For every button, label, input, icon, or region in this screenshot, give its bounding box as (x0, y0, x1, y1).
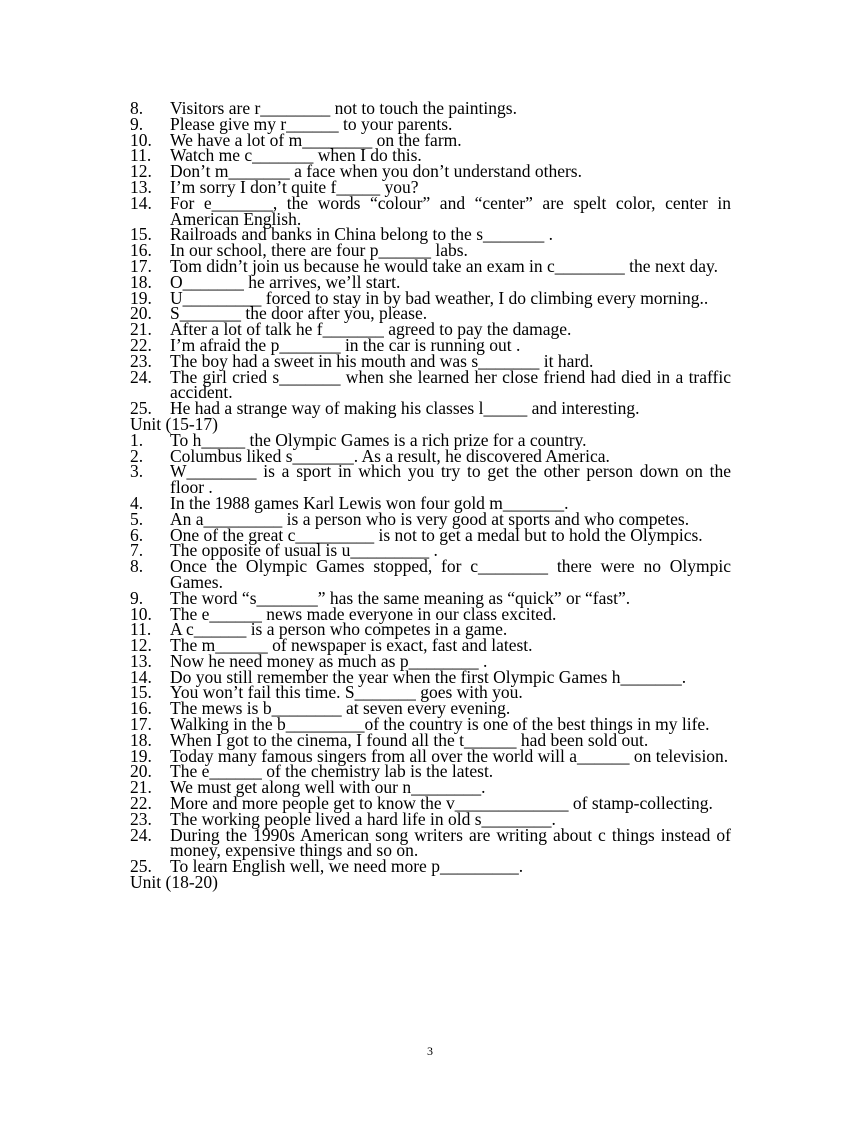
item-number: 15. (130, 682, 152, 703)
item-number: 11. (130, 619, 152, 640)
item-number: 12. (130, 161, 152, 182)
item-number: 25. (130, 856, 152, 877)
item-number: 13. (130, 176, 152, 197)
item-number: 10. (130, 129, 152, 150)
item-text: S_______ the door after you, please. (170, 303, 428, 324)
item-text: During the 1990s American song writers are writing about c things instead of money, expensive things and so on. (170, 824, 731, 861)
item-number: 24. (130, 824, 152, 845)
item-text: The e______ news made everyone in our class excited. (170, 603, 557, 624)
item-text: You won’t fail this time. S_______ goes with you. (170, 682, 523, 703)
item-number: 1. (130, 429, 144, 450)
item-text: The girl cried s_______ when she learned her close friend had died in a traffic accident. (170, 366, 731, 403)
item-text: To h_____ the Olympic Games is a rich prize for a country. (170, 429, 587, 450)
item-number: 3. (130, 461, 144, 482)
item-text: Don’t m_______ a face when you don’t understand others. (170, 161, 582, 182)
exercise-item (130, 856, 731, 877)
item-number: 9. (130, 113, 144, 134)
item-text: We must get along well with our n________. (170, 777, 486, 798)
item-number: 17. (130, 714, 152, 735)
item-number: 16. (130, 240, 152, 261)
item-number: 24. (130, 366, 152, 387)
exercise-item (130, 461, 731, 498)
item-text: In the 1988 games Karl Lewis won four gold m_______. (170, 492, 569, 513)
item-number: 22. (130, 334, 152, 355)
item-number: 23. (130, 350, 152, 371)
item-number: 6. (130, 524, 144, 545)
item-text: Today many famous singers from all over the world will a______ on television. (170, 745, 729, 766)
item-number: 5. (130, 508, 144, 529)
item-text: I’m afraid the p_______ in the car is running out . (170, 334, 521, 355)
item-text: O_______ he arrives, we’ll start. (170, 271, 401, 292)
worksheet-body (130, 98, 731, 893)
item-number: 10. (130, 603, 152, 624)
item-text: Visitors are r________ not to touch the paintings. (170, 98, 517, 118)
exercise-item (130, 556, 731, 592)
unit-heading: Unit (18-20) (130, 872, 218, 893)
item-number: 8. (130, 556, 144, 577)
item-text: Please give my r______ to your parents. (170, 113, 453, 134)
item-text: U_________ forced to stay in by bad weather, I do climbing every morning.. (170, 287, 709, 308)
item-number: 15. (130, 224, 152, 245)
item-text: Columbus liked s_______. As a result, he discovered America. (170, 445, 610, 466)
item-number: 13. (130, 650, 152, 671)
item-number: 22. (130, 793, 152, 814)
page-number: 3 (427, 1044, 433, 1058)
item-text: The m______ of newspaper is exact, fast and latest. (170, 635, 533, 656)
item-text: After a lot of talk he f_______ agreed to pay the damage. (170, 319, 572, 340)
item-text: One of the great c_________ is not to get a medal but to hold the Olympics. (170, 524, 703, 545)
item-text: W________ is a sport in which you try to get the other person down on the floor . (170, 461, 731, 498)
item-number: 18. (130, 729, 152, 750)
exercise-item (130, 398, 731, 419)
item-number: 14. (130, 666, 152, 687)
item-number: 25. (130, 398, 152, 419)
item-text: Watch me c_______ when I do this. (170, 145, 422, 166)
item-number: 18. (130, 271, 152, 292)
item-number: 19. (130, 745, 152, 766)
item-text: In our school, there are four p______ labs. (170, 240, 468, 261)
exercise-item (130, 824, 731, 861)
exercise-item (130, 192, 731, 229)
item-text: The e______ of the chemistry lab is the latest. (170, 761, 494, 782)
exercise-item (130, 366, 731, 403)
item-number: 20. (130, 761, 152, 782)
item-text: Tom didn’t join us because he would take an exam in c________ the next day. (170, 255, 718, 276)
item-number: 23. (130, 808, 152, 829)
item-text: Walking in the b_________of the country is one of the best things in my life. (170, 714, 710, 735)
item-text: Now he need money as much as p________ . (170, 650, 488, 671)
item-number: 8. (130, 98, 144, 118)
item-text: The word “s_______” has the same meaning as “quick” or “fast”. (170, 587, 631, 608)
item-text: More and more people get to know the v_____________ of stamp-collecting. (170, 793, 713, 814)
item-text: To learn English well, we need more p_________. (170, 856, 524, 877)
item-number: 14. (130, 192, 152, 213)
item-text: The working people lived a hard life in old s________. (170, 808, 556, 829)
item-text: A c______ is a person who competes in a game. (170, 619, 508, 640)
item-text: We have a lot of m________ on the farm. (170, 129, 462, 150)
item-text: Railroads and banks in China belong to the s_______ . (170, 224, 554, 245)
item-number: 20. (130, 303, 152, 324)
item-number: 9. (130, 587, 144, 608)
item-number: 2. (130, 445, 144, 466)
item-number: 21. (130, 319, 152, 340)
item-text: He had a strange way of making his classes l_____ and interesting. (170, 398, 640, 419)
item-number: 21. (130, 777, 152, 798)
item-text: For e_______, the words “colour” and “center” are spelt color, center in American English. (170, 192, 731, 229)
item-text: When I got to the cinema, I found all the t______ had been sold out. (170, 729, 649, 750)
item-number: 16. (130, 698, 152, 719)
item-text: An a_________ is a person who is very good at sports and who competes. (170, 508, 690, 529)
item-number: 12. (130, 635, 152, 656)
item-text: Once the Olympic Games stopped, for c________ there were no Olympic Games. (170, 556, 731, 592)
item-number: 4. (130, 492, 144, 513)
item-number: 17. (130, 255, 152, 276)
item-text: Do you still remember the year when the first Olympic Games h_______. (170, 666, 687, 687)
item-number: 19. (130, 287, 152, 308)
item-text: The mews is b________ at seven every evening. (170, 698, 511, 719)
item-number: 11. (130, 145, 152, 166)
item-text: The boy had a sweet in his mouth and was s_______ it hard. (170, 350, 594, 371)
item-text: I’m sorry I don’t quite f_____ you? (170, 176, 419, 197)
item-text: The opposite of usual is u_________ . (170, 540, 438, 561)
unit-heading: Unit (15-17) (130, 413, 218, 434)
item-number: 7. (130, 540, 144, 561)
